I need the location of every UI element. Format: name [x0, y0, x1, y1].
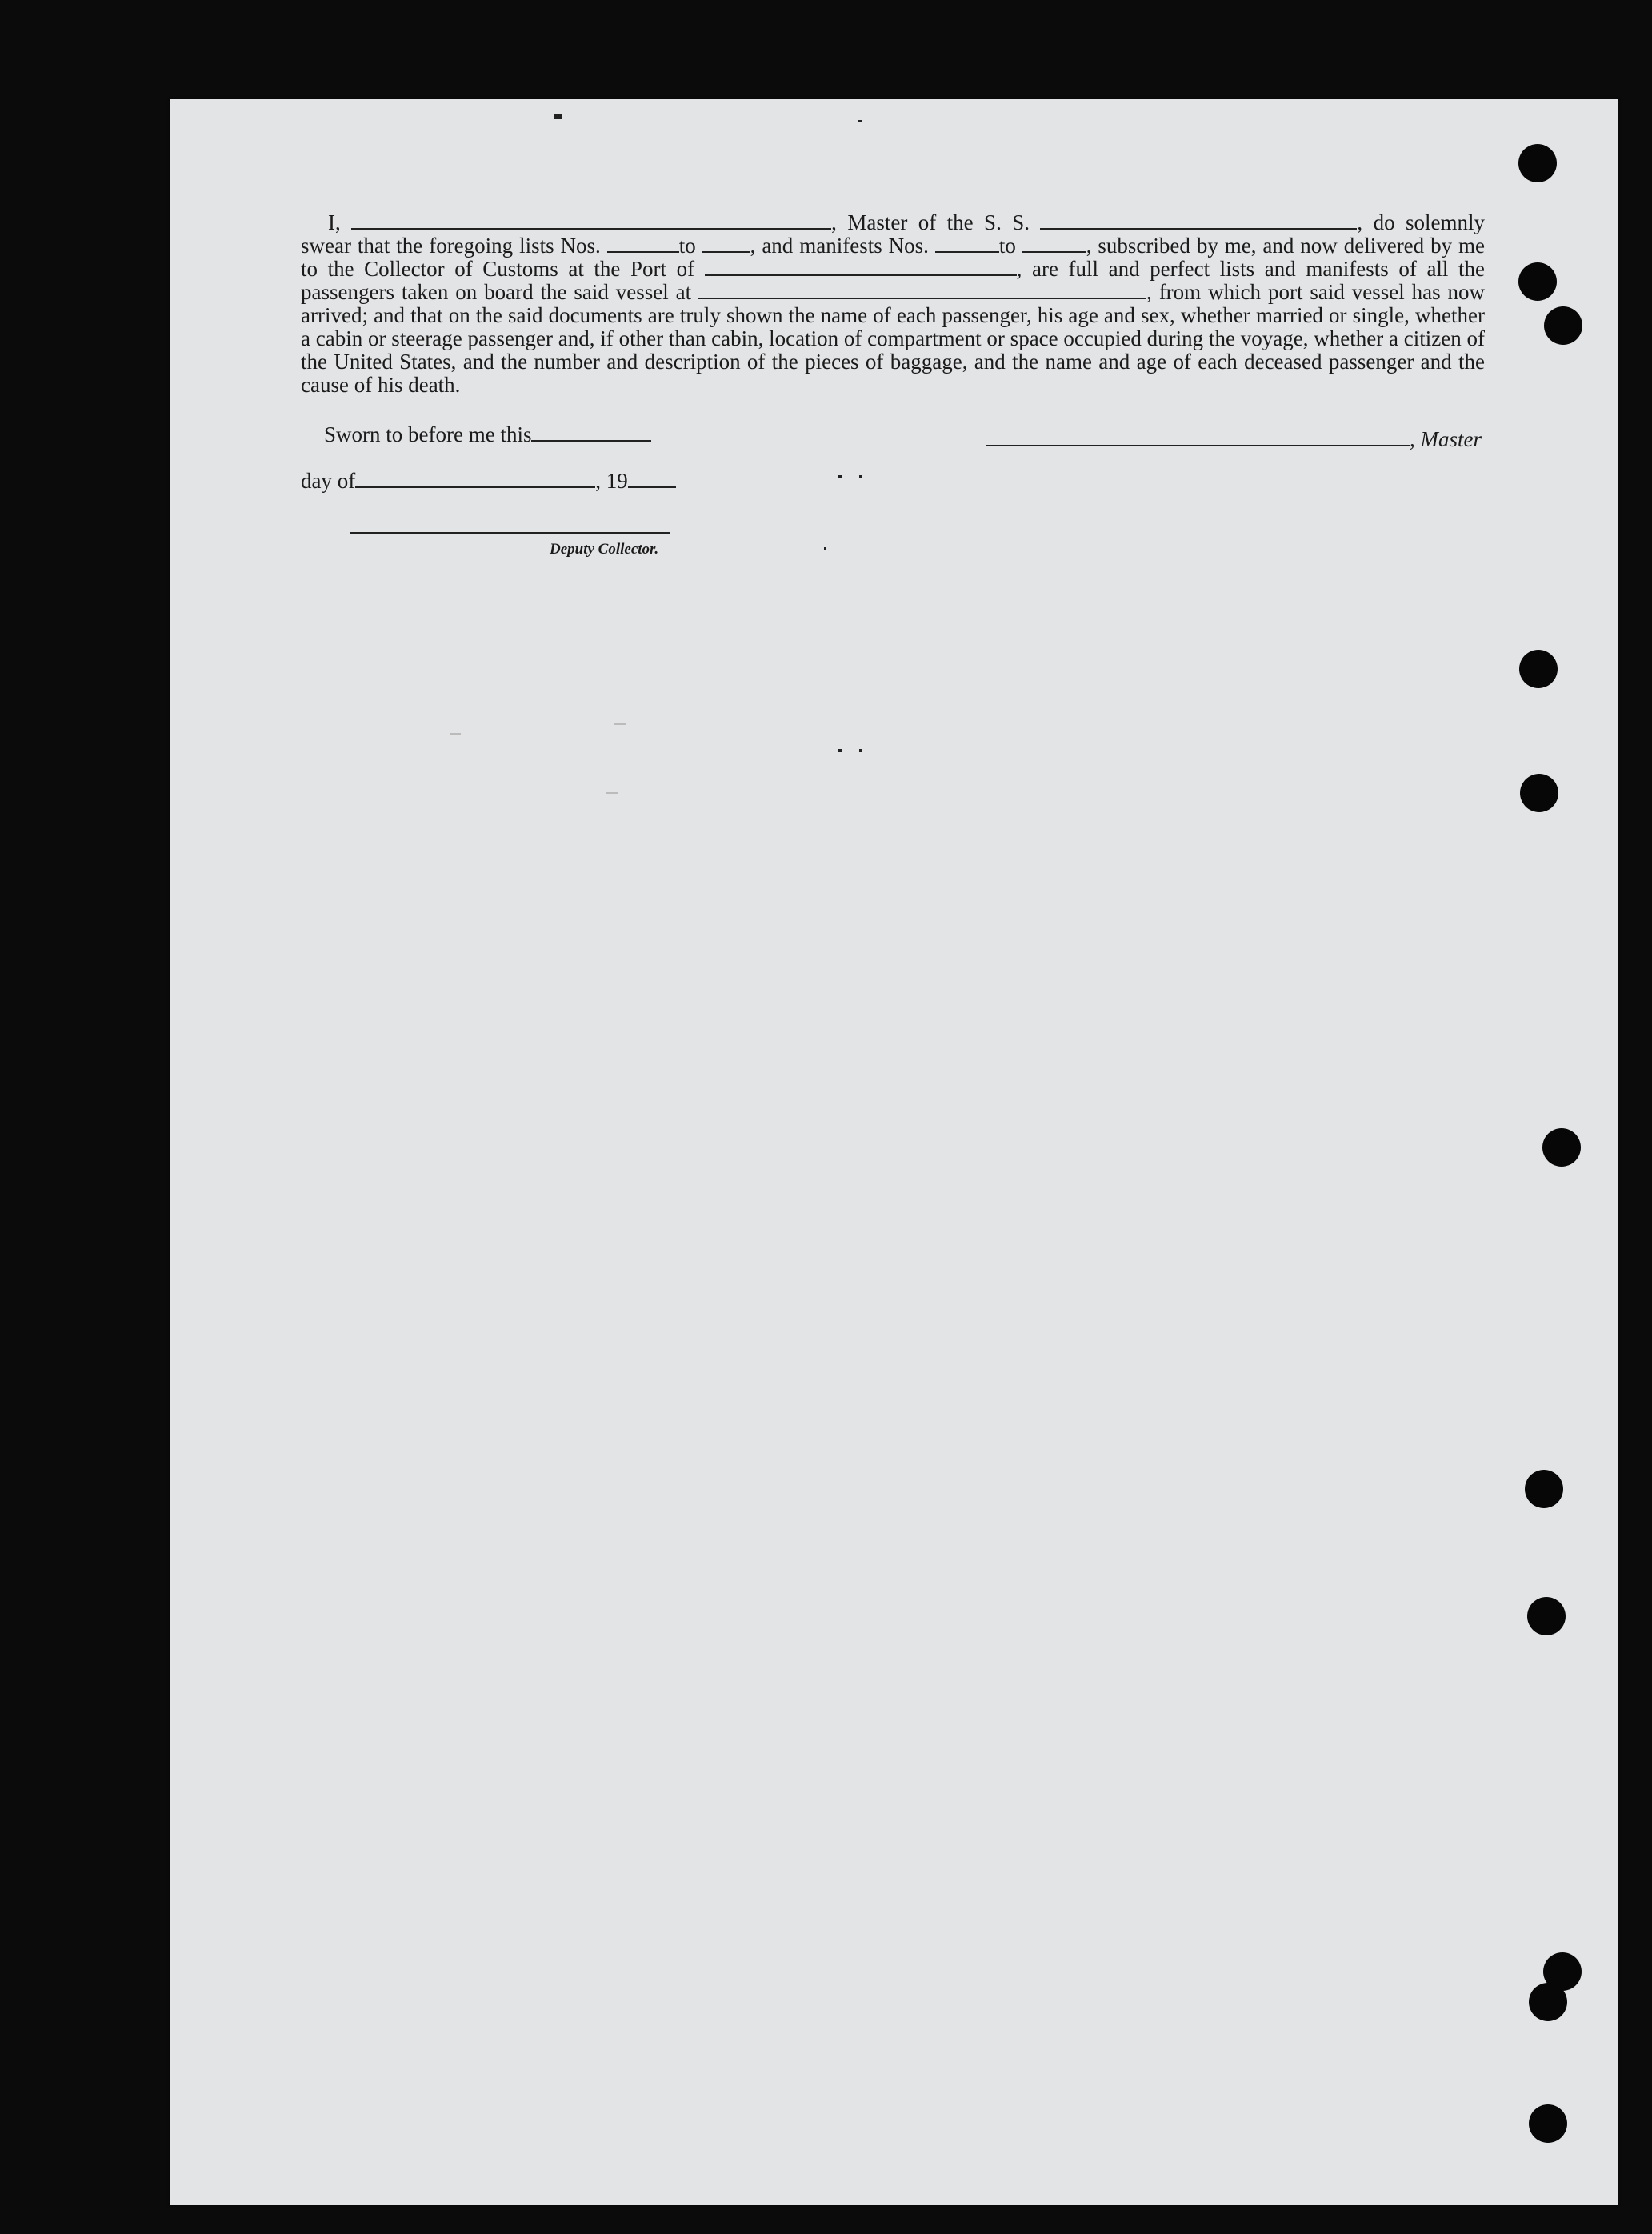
oath-text-6: to: [998, 234, 1016, 258]
master-signature-blank[interactable]: [986, 429, 1410, 446]
scan-speck: [858, 120, 862, 122]
scan-mark: [606, 792, 618, 794]
day-of-line: [301, 469, 676, 494]
scan-speck: [859, 749, 862, 752]
punch-hole-icon: [1527, 1597, 1566, 1635]
punch-hole-icon: [1520, 774, 1558, 812]
scan-mark: [450, 733, 461, 735]
punch-hole-icon: [1544, 306, 1582, 345]
oath-text-9: , from which port said vessel has now arrived; and that on the said documents are truly shown the name of each passenger, his age and sex, whether married or single, whether a cabin or steerage passenger and, if other than cabin, location of compartment or space occupied during the voyage, whether a citizen of the United States, and the number and description of the pieces of baggage, and the name and age of each deceased passenger and the cause of his death.: [301, 280, 1486, 397]
departure-port-blank[interactable]: [698, 282, 1146, 299]
year-blank[interactable]: [628, 470, 676, 488]
punch-hole-icon: [1518, 144, 1557, 182]
master-label: , Master: [1410, 427, 1482, 451]
oath-text-4: to: [678, 234, 696, 258]
oath-paragraph: [301, 211, 1485, 397]
lists-from-blank[interactable]: [607, 235, 679, 253]
scan-speck: [838, 475, 842, 478]
form-page: [170, 99, 1618, 2205]
punch-hole-icon: [1519, 650, 1558, 688]
oath-text-3: , do solemnly swear that the foregoing lists Nos.: [301, 210, 1486, 258]
master-name-blank[interactable]: [351, 212, 831, 230]
punch-hole-icon: [1529, 2104, 1567, 2143]
lists-to-blank[interactable]: [702, 235, 750, 253]
year-prefix-text: , 19: [595, 469, 628, 493]
oath-text-5: , and manifests Nos.: [750, 234, 929, 258]
scan-speck: [838, 749, 842, 752]
punch-hole-icon: [1525, 1470, 1563, 1508]
port-blank[interactable]: [705, 258, 1017, 276]
oath-text-1: I,: [328, 210, 341, 234]
month-blank[interactable]: [355, 470, 595, 488]
deputy-signature-line[interactable]: [350, 532, 670, 534]
punch-hole-icon: [1529, 1983, 1567, 2021]
oath-text-7: , subscribed by me, and now delivered by me to the Collector of Customs at the Port of: [301, 234, 1485, 281]
oath-text-2: , Master of the S. S.: [831, 210, 1030, 234]
manifests-from-blank[interactable]: [935, 235, 999, 253]
scan-speck: [859, 475, 862, 478]
punch-hole-icon: [1542, 1128, 1581, 1167]
scan-speck: [824, 547, 826, 550]
master-signature-line: [986, 427, 1482, 452]
sworn-line: [324, 422, 651, 447]
scan-mark: [614, 723, 626, 725]
scan-speck: [554, 114, 562, 119]
oath-text-8: , are full and perfect lists and manifests of all the passengers taken on board the said vessel at: [301, 257, 1485, 304]
day-of-text: day of: [301, 469, 356, 493]
punch-hole-icon: [1518, 262, 1557, 301]
ship-name-blank[interactable]: [1040, 212, 1357, 230]
sworn-day-blank[interactable]: [531, 424, 651, 442]
sworn-text: Sworn to before me this: [324, 422, 532, 446]
deputy-collector-label: Deputy Collector.: [550, 541, 659, 558]
manifests-to-blank[interactable]: [1022, 235, 1086, 253]
